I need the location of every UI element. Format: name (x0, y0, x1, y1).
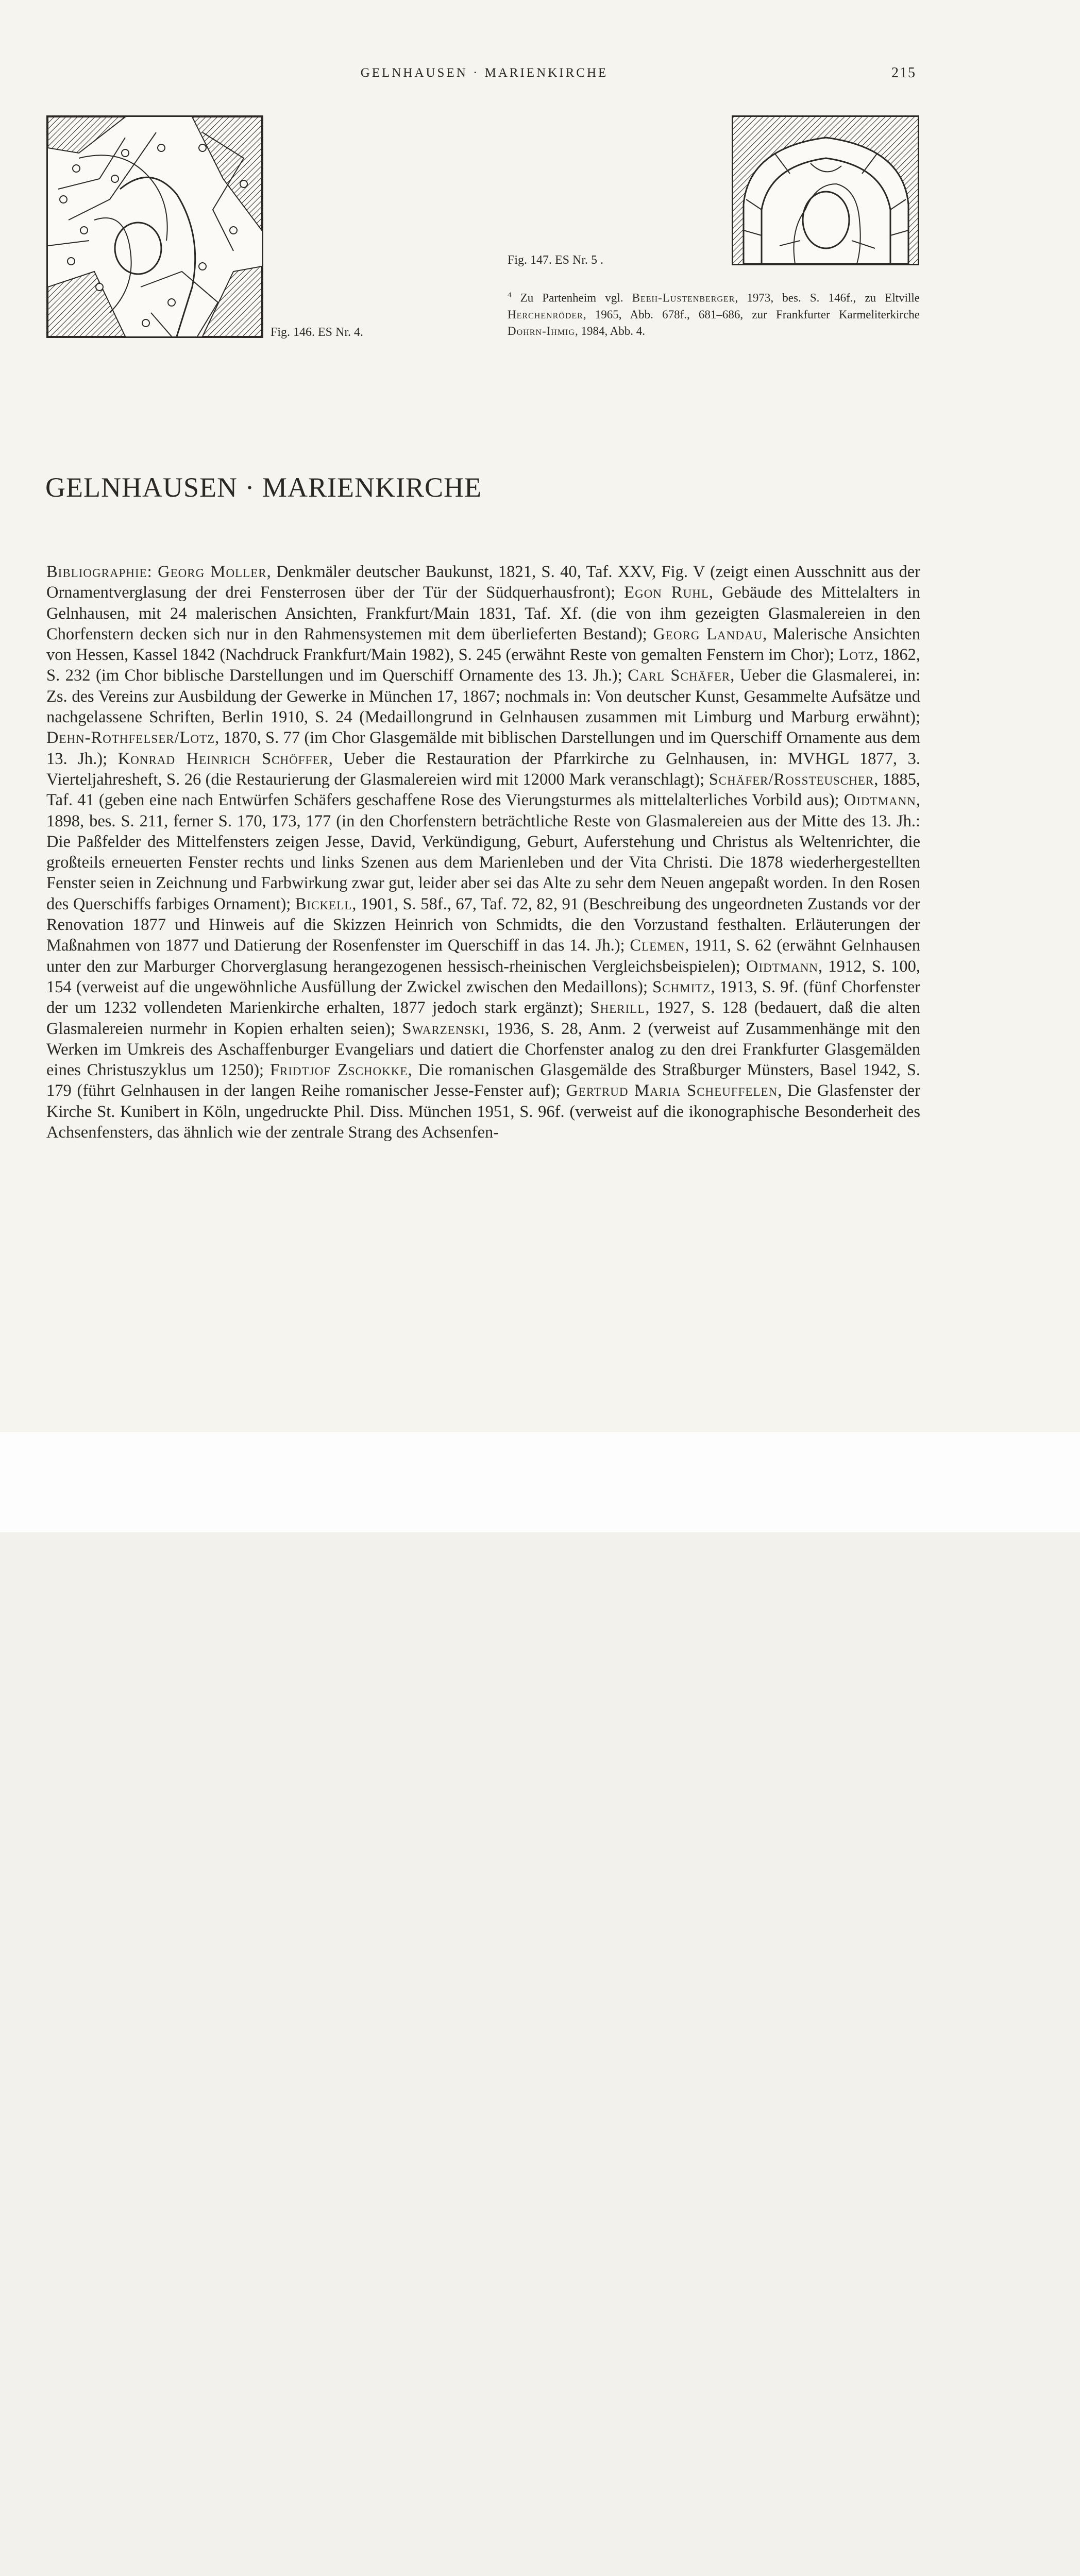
bibliography-entry-text: , Malerische Ansichten von Hessen, Kassel 1842 (Nachdruck Frankfurt/Main 1982), S. 245 (erwähnt Reste von gemalten Fenstern im Chor); (46, 624, 920, 665)
footnote-number: 4 (508, 291, 512, 299)
bibliography-author: Konrad Heinrich Schöffer (117, 749, 329, 768)
bibliography-author: Georg Landau (653, 624, 763, 643)
bibliography-author: Sherill (590, 998, 646, 1018)
footnote-text: , 1965, Abb. 678f., 681–686, zur Frankfurter Karmeliterkirche (583, 308, 920, 321)
footnote-author: Beeh-Lustenberger (632, 291, 735, 304)
bibliography-entry-text (153, 563, 158, 581)
bibliography-entry-text: , 1862, S. 232 (im Chor biblische Darstellungen und im Querschiff Ornamente des 13. Jh.); (46, 646, 920, 685)
bibliography-entry-text: , Gebäude des Mittelalters in Gelnhausen, mit 24 malerischen Ansichten, Frankfurt/Main 1831, Taf. Xf. (die von ihm gezeigten Glasmalereien in den Chorfenstern decken sich nur in den Rahmensystemen mit dem überlieferten Bestand); (46, 583, 920, 643)
section-title: GELNHAUSEN · MARIENKIRCHE (45, 472, 482, 503)
bibliography-entry-text: , 1901, S. 58f., 67, Taf. 72, 82, 91 (Beschreibung des ungeordneten Zustands vor der Renovation 1877 und Hinweis auf die Skizzen Heinrich von Schmidts, die den Vorzustand festhalten. Erläuterungen der Maßnahmen von 1877 und Datierung der Rosenfenster im Querschiff in das 14. Jh.); (46, 894, 920, 955)
bibliography-entry-text: , 1870, S. 77 (im Chor Glasgemälde mit biblischen Darstellungen und im Querschiff Ornamente aus dem 13. Jh.); (46, 728, 920, 768)
bibliography-author: Swarzenski (402, 1019, 485, 1038)
footnote-text: , 1973, bes. S. 146f., zu Eltville (735, 291, 920, 304)
bibliography-entry-text: , 1885, Taf. 41 (geben eine nach Entwürfen Schäfers geschaffene Rose des Vierungsturmes als mittelalterliches Vorbild aus); (46, 770, 920, 810)
bibliography-author: Egon Ruhl (624, 583, 709, 602)
figure-147-caption: Fig. 147. ES Nr. 5 . (508, 253, 604, 267)
bibliography-author: Oidtmann (746, 957, 819, 976)
figure-146-drawing (46, 115, 263, 338)
bibliography-author: Gertrud Maria Scheuffelen (566, 1081, 778, 1100)
bibliography-entry-text: , 1936, S. 28, Anm. 2 (verweist auf Zusammenhänge mit den Werken im Umkreis des Aschaffenburger Evangeliars und datiert die Chorfenster analog zu den drei Frankfurter Glasgemälden eines Christuszyklus um 1250); (46, 1019, 921, 1080)
bibliography-author: Bickell (295, 894, 352, 913)
bibliography-author: Bibliographie: (46, 563, 153, 581)
bibliography-author: Oidtmann (843, 791, 916, 810)
bibliography-entry-text: , Ueber die Restauration der Pfarrkirche zu Gelnhausen, in: MVHGL 1877, 3. Vierteljahresheft, S. 26 (die Restaurierung der Glasmalereien wird mit 12000 Mark veranschlagt); (46, 749, 921, 789)
running-head: GELNHAUSEN · MARIENKIRCHE (360, 66, 609, 80)
bibliography-author: Schäfer/Rossteuscher (708, 770, 874, 789)
bibliography-entry-text: , Denkmäler deutscher Baukunst, 1821, S. 40, Taf. XXV, Fig. V (zeigt einen Ausschnitt aus der Ornamentverglasung der drei Fensterrosen über der Tür der Südquerhausfront); (46, 563, 921, 602)
bibliography-author: Schmitz (652, 977, 711, 996)
footnote (508, 287, 920, 340)
digital-library-footer (0, 1432, 1080, 1532)
bibliography-entry-text: , 1927, S. 128 (bedauert, daß die alten Glasmalereien nurmehr in Kopien erhalten seien); (46, 998, 920, 1038)
bibliography-author: Georg Moller (158, 563, 267, 581)
bibliography-entry-text: , 1911, S. 62 (erwähnt Gelnhausen unter den zur Marburger Chorverglasung herangezogenen hessisch-rheinischen Vergleichsbeispielen); (46, 936, 920, 976)
bibliography-entry-text: , Die romanischen Glasgemälde des Straßburger Münsters, Basel 1942, S. 179 (führt Gelnhausen in der langen Reihe romanischer Jesse-Fenster auf); (46, 1061, 921, 1100)
footnote-author: Dohrn-Ihmig (508, 324, 575, 337)
figure-146-caption: Fig. 146. ES Nr. 4. (271, 326, 364, 339)
bibliography-author: Dehn-Rothfelser/Lotz (46, 728, 215, 748)
bibliography-author: Fridtjof Zschokke (269, 1061, 408, 1080)
footnote-text: , 1984, Abb. 4. (575, 324, 646, 337)
bibliography-author: Clemen (630, 936, 685, 955)
bibliography-entry-text: , 1912, S. 100, 154 (verweist auf die ungewöhnliche Ausfüllung der Zwickel zwischen den Medaillons); (46, 957, 921, 996)
bibliography-entry-text: , Ueber die Glasmalerei, in: Zs. des Vereins zur Ausbildung der Gewerke in München 17, 1867; nochmals in: Von deutscher Kunst, Gesammelte Aufsätze und nachgelassene Schriften, Berlin 1910, S. 24 (Medaillongrund in Gelnhausen zusammen mit Limburg und Marburg erwähnt); (46, 666, 921, 727)
footnote-text: Zu Partenheim vgl. (511, 291, 632, 304)
bibliography-entry-text: , Die Glasfenster der Kirche St. Kunibert in Köln, ungedruckte Phil. Diss. München 1951, S. 96f. (verweist auf die ikonographische Besonderheit des Achsenfensters, das ähnlich wie der zentrale Strang des Achsenfen- (46, 1081, 921, 1142)
page-number: 215 (891, 65, 916, 81)
bibliography-author: Carl Schäfer (628, 666, 731, 685)
bibliography-entry-text: , 1898, bes. S. 211, ferner S. 170, 173, 177 (in den Chorfenstern beträchtliche Reste von Glasmalereien aus der Mitte des 13. Jh.: Die Paßfelder des Mittelfensters zeigen Jesse, David, Verkündigung, Geburt, Auferstehung und Christus als Weltenrichter, die großteils erneuerten Fenster rechts und links Szenen aus dem Marienleben und der Vita Christi. Die 1878 wiederhergestellten Fenster seien in Zeichnung und Farbwirkung zwar gut, leider aber sei das Alte zu sehr dem Neuen angepaßt worden. In den Rosen des Querschiffs farbiges Ornament); (46, 791, 920, 913)
bibliography-author: Lotz (838, 646, 874, 665)
footnote-author: Herchenröder (508, 308, 583, 321)
bibliography-entry-text: , 1913, S. 9f. (fünf Chorfenster der um 1232 vollendeten Marienkirche erhalten, 1877 jedoch stark ergänzt); (46, 977, 920, 1018)
figure-147-drawing (732, 115, 919, 265)
bibliography-paragraph (46, 562, 920, 1143)
